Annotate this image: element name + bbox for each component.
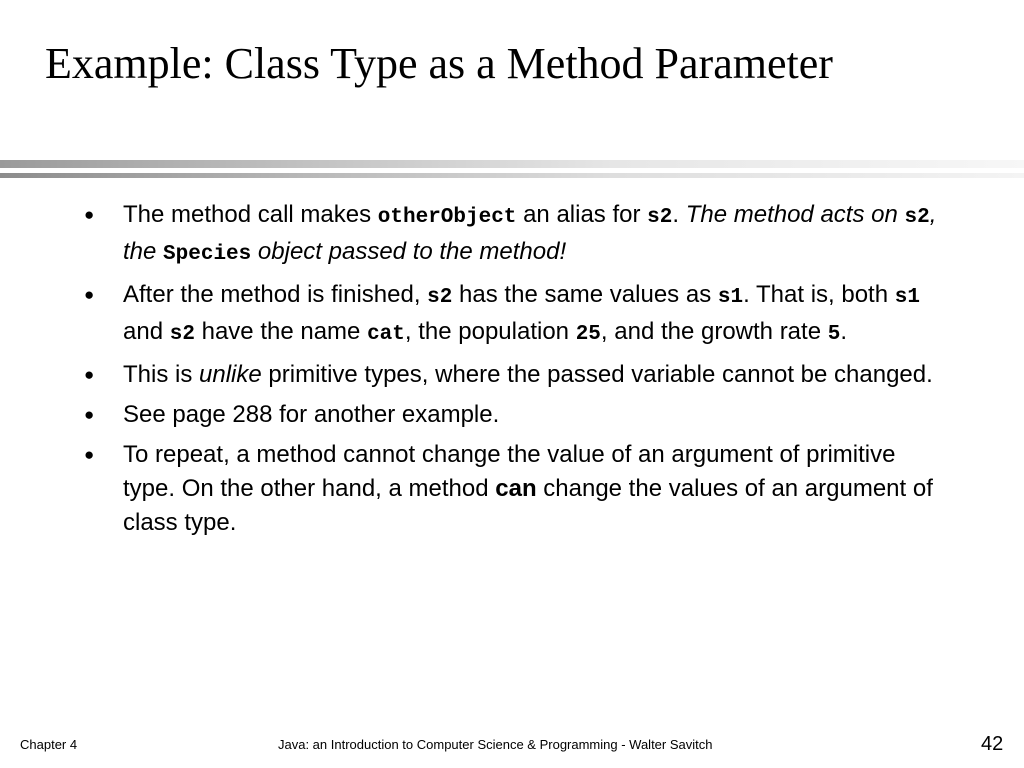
text-run: . That is, both bbox=[743, 281, 895, 308]
code-term: Species bbox=[163, 243, 252, 266]
text-run: . bbox=[840, 318, 847, 345]
text-run: , and the growth rate bbox=[600, 318, 828, 345]
text-run: After the method is finished, bbox=[123, 281, 428, 308]
bullet-dot-icon: ● bbox=[84, 285, 95, 304]
text-run: This is bbox=[123, 361, 200, 388]
text-run: See page 288 for another example. bbox=[123, 401, 500, 428]
code-term: 25 bbox=[575, 323, 601, 346]
bullet-dot-icon: ● bbox=[84, 205, 95, 224]
code-term: s2 bbox=[647, 206, 673, 229]
emphasis-text: The method acts on bbox=[685, 201, 905, 228]
page-number: 42 bbox=[981, 733, 1004, 755]
footer-chapter: Chapter 4 bbox=[20, 737, 78, 752]
bullet-text bbox=[123, 441, 933, 536]
code-term: s1 bbox=[894, 286, 920, 309]
text-run: an alias for bbox=[516, 201, 648, 228]
bullet-dot-icon: ● bbox=[84, 365, 95, 384]
slide-title: Example: Class Type as a Method Parameter bbox=[45, 39, 833, 88]
code-term: s2 bbox=[427, 286, 453, 309]
bullet-text bbox=[123, 401, 499, 428]
bullet-text bbox=[123, 201, 936, 265]
text-run: . bbox=[672, 201, 686, 228]
title-divider-bottom bbox=[0, 173, 1024, 178]
emphasis-text: object passed to the method! bbox=[251, 238, 567, 265]
emphasis-text: , the bbox=[123, 201, 937, 265]
text-run: has the same values as bbox=[452, 281, 718, 308]
code-term: s1 bbox=[717, 286, 744, 309]
code-term: otherObject bbox=[377, 206, 517, 229]
bullet-item bbox=[0, 278, 943, 352]
text-run: primitive types, where the passed variable cannot be changed. bbox=[261, 361, 933, 388]
bold-text: can bbox=[495, 475, 537, 502]
text-run: , the population bbox=[404, 318, 576, 345]
code-term: cat bbox=[367, 323, 405, 346]
code-term: 5 bbox=[827, 323, 841, 346]
emphasis-text: unlike bbox=[199, 361, 262, 388]
bullet-dot-icon: ● bbox=[84, 405, 95, 424]
title-divider-top bbox=[0, 160, 1024, 168]
bullet-dot-icon: ● bbox=[84, 445, 95, 464]
code-term: s2 bbox=[904, 206, 930, 229]
text-run: The method call makes bbox=[123, 201, 378, 228]
footer-book-title: Java: an Introduction to Computer Science & Programming - Walter Savitch bbox=[278, 737, 713, 752]
bullet-item bbox=[0, 358, 943, 392]
text-run: and bbox=[123, 318, 170, 345]
text-run: change the values of an argument of class type. bbox=[123, 475, 933, 536]
bullet-list bbox=[0, 198, 1024, 546]
bullet-item bbox=[0, 198, 943, 272]
bullet-item bbox=[0, 438, 943, 540]
bullet-text bbox=[123, 361, 933, 388]
text-run: have the name bbox=[194, 318, 368, 345]
code-term: s2 bbox=[169, 323, 195, 346]
bullet-text bbox=[123, 281, 920, 345]
bullet-item bbox=[0, 398, 943, 432]
text-run: To repeat, a method cannot change the value of an argument of primitive type. On the other hand, a method bbox=[123, 441, 896, 502]
